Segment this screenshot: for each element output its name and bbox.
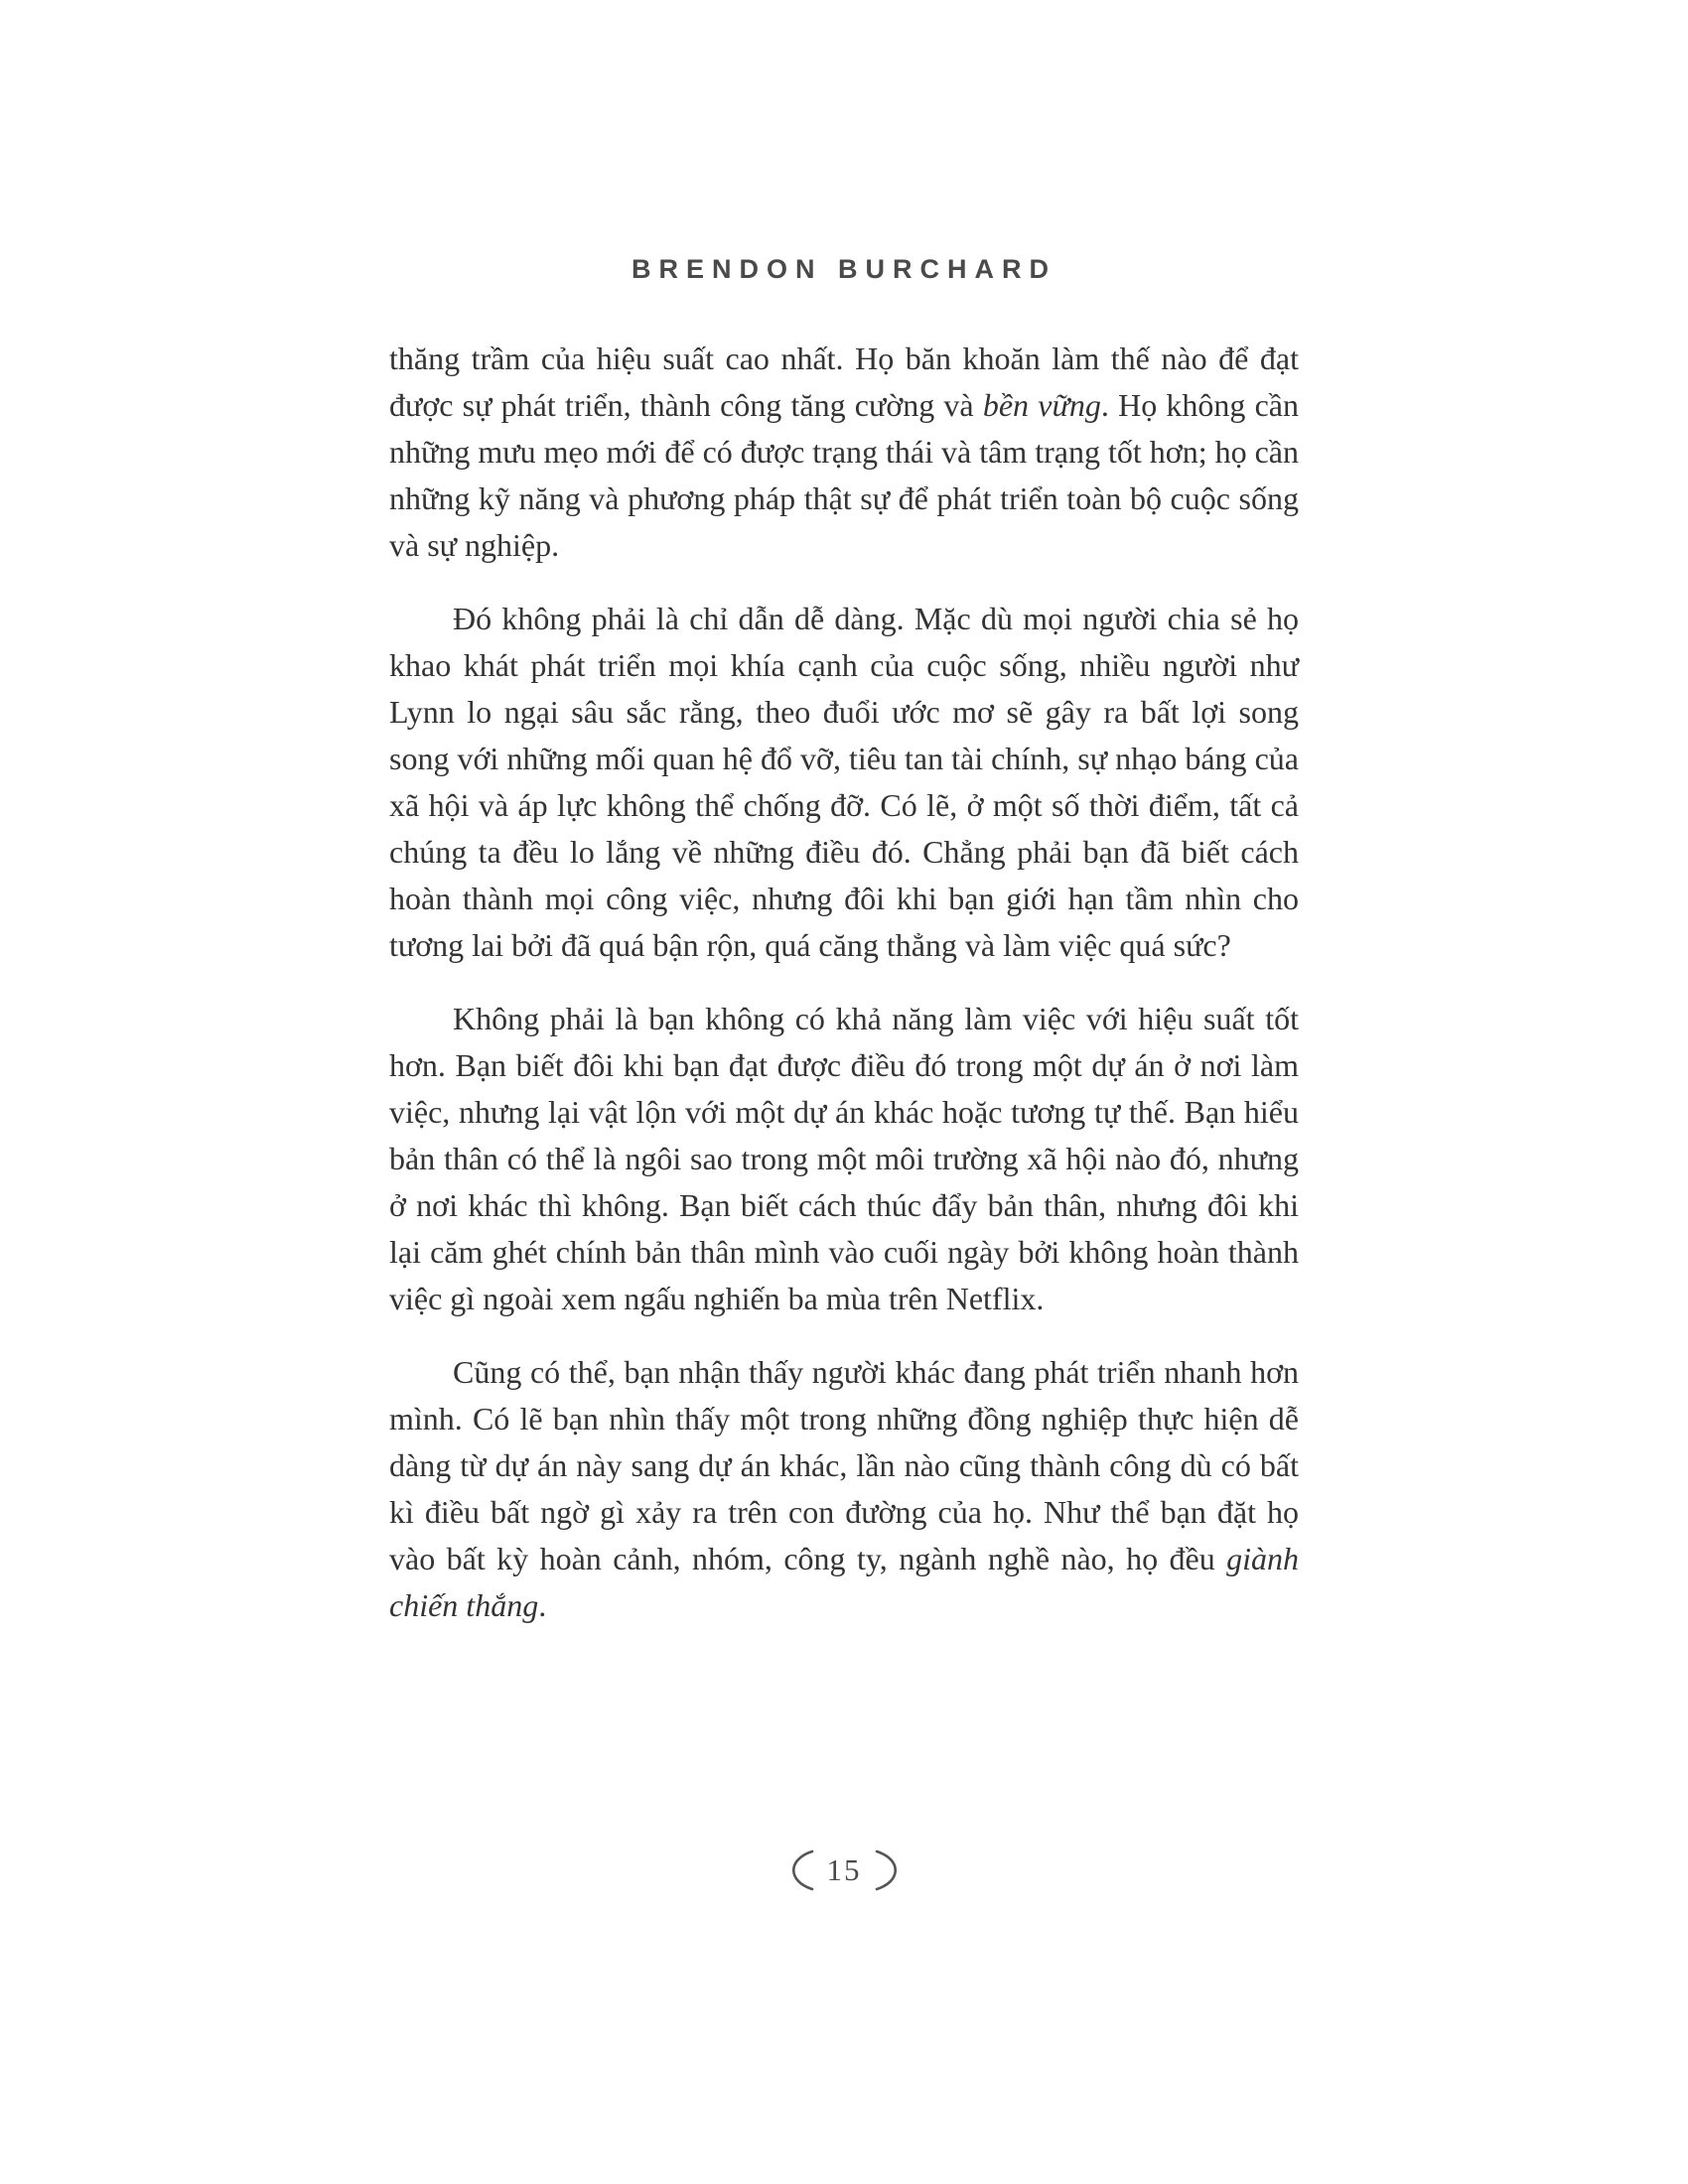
paragraph: [389, 996, 1299, 1322]
text-segment: . Họ không cần những mưu mẹo mới để có được trạng thái và tâm trạng tốt hơn; họ cần những kỹ năng và phương pháp thật sự để phát triển toàn bộ cuộc sống và sự nghiệp.: [389, 387, 1300, 563]
paragraph: [389, 1349, 1299, 1629]
text-segment: bền vững: [982, 387, 1101, 423]
text-segment: thăng trầm của hiệu suất cao nhất. Họ băn khoăn làm thế nào để đạt được sự phát triển, thành công tăng cường và: [389, 341, 1299, 423]
text-segment: .: [538, 1587, 547, 1623]
paragraph: [389, 336, 1299, 569]
page-number: 15: [826, 1852, 862, 1887]
text-segment: Không phải là bạn không có khả năng làm việc với hiệu suất tốt hơn. Bạn biết đôi khi bạn đạt được điều đó trong một dự án ở nơi làm việc, nhưng lại vật lộn với một dự án khác hoặc tương tự thế. Bạn hiểu bản thân có thể là ngôi sao trong một môi trường xã hội nào đó, nhưng ở nơi khác thì không. Bạn biết cách thúc đẩy bản thân, nhưng đôi khi lại căm ghét chính bản thân mình vào cuối ngày bởi không hoàn thành việc gì ngoài xem ngấu nghiến ba mùa trên Netflix.: [389, 1001, 1299, 1316]
running-head-title: BRENDON BURCHARD: [632, 254, 1056, 284]
paragraph: [389, 596, 1299, 969]
text-segment: Đó không phải là chỉ dẫn dễ dàng. Mặc dù mọi người chia sẻ họ khao khát phát triển mọi khía cạnh của cuộc sống, nhiều người như Lynn lo ngại sâu sắc rằng, theo đuổi ước mơ sẽ gây ra bất lợi song song với những mối quan hệ đổ vỡ, tiêu tan tài chính, sự nhạo báng của xã hội và áp lực không thể chống đỡ. Có lẽ, ở một số thời điểm, tất cả chúng ta đều lo lắng về những điều đó. Chẳng phải bạn đã biết cách hoàn thành mọi công việc, nhưng đôi khi bạn giới hạn tầm nhìn cho tương lai bởi đã quá bận rộn, quá căng thẳng và làm việc quá sức?: [389, 601, 1299, 963]
text-segment: Cũng có thể, bạn nhận thấy người khác đang phát triển nhanh hơn mình. Có lẽ bạn nhìn thấy một trong những đồng nghiệp thực hiện dễ dàng từ dự án này sang dự án khác, lần nào cũng thành công dù có bất kì điều bất ngờ gì xảy ra trên con đường của họ. Như thể bạn đặt họ vào bất kỳ hoàn cảnh, nhóm, công ty, ngành nghề nào, họ đều: [389, 1354, 1299, 1576]
text-segment: giành chiến thắng: [389, 1541, 1299, 1623]
right-bracket-ornament-icon: [874, 1848, 910, 1892]
page-number-block: [0, 1848, 1688, 1892]
left-bracket-ornament-icon: [779, 1848, 815, 1892]
text-block: [389, 336, 1299, 1656]
